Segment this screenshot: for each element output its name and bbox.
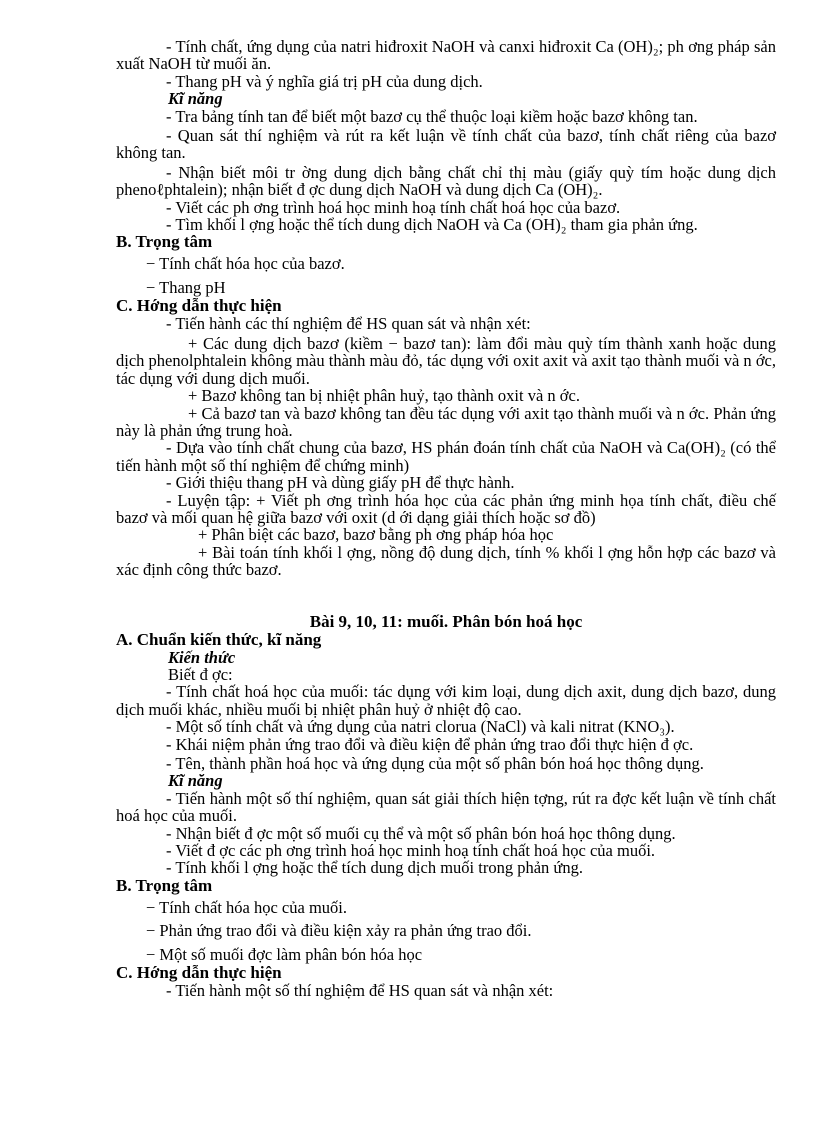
lesson-title: Bài 9, 10, 11: muối. Phân bón hoá học: [309, 611, 583, 631]
paragraph-knowledge: - Tên, thành phần hoá học và ứng dụng của một số phân bón hoá học thông dụng.: [166, 754, 704, 773]
paragraph-ph-scale: - Thang pH và ý nghĩa giá trị pH của dung dịch.: [166, 71, 483, 91]
paragraph-skill: - Nhận biết môi tr ờng dung dịch bằng chất chỉ thị màu (giấy quỳ tím hoặc dung dịch phenoℓphtalein); nhận biết đ ợc dung dịch NaOH và dung dịch Ca (OH)₂.: [116, 162, 776, 200]
paragraph-naoh-properties: - Tính chất, ứng dụng của natri hiđroxit NaOH và canxi hiđroxit Ca (OH)₂; ph ơng pháp sản xuất NaOH từ muối ăn.: [116, 37, 776, 74]
paragraph-knowledge: - Khái niệm phản ứng trao đổi và điều kiện để phản ứng trao đổi thực hiện đ ợc.: [166, 734, 694, 754]
paragraph-skill: - Viết các ph ơng trình hoá học minh hoạ tính chất hoá học của bazơ.: [166, 197, 621, 217]
paragraph-knowledge: - Tính chất hoá học của muối: tác dụng với kim loại, dung dịch axit, dung dịch bazơ, dung dịch muối khác, nhiều muối bị nhiệt phân huỷ ở nhiệt độ cao.: [116, 682, 776, 719]
subheading-knowledge: Kiến thức: [168, 647, 236, 667]
subheading-skills: Kĩ năng: [168, 771, 223, 791]
heading-standard: A. Chuẩn kiến thức, kĩ năng: [116, 629, 322, 649]
guide-item: + Phân biệt các bazơ, bazơ bằng ph ơng pháp hóa học: [198, 525, 554, 545]
paragraph-skill: - Nhận biết đ ợc một số muối cụ thể và một số phân bón hoá học thông dụng.: [166, 823, 676, 843]
paragraph-skill: - Viết đ ợc các ph ơng trình hoá học minh hoạ tính chất hoá học của muối.: [166, 841, 656, 861]
guide-intro: - Tiến hành các thí nghiệm để HS quan sát và nhận xét:: [166, 314, 531, 334]
guide-item: + Bài toán tính khối l ợng, nồng độ dung dịch, tính % khối l ợng hỗn hợp các bazơ và xác định công thức bazơ.: [116, 542, 776, 580]
guide-item: - Giới thiệu thang pH và dùng giấy pH để thực hành.: [166, 473, 515, 493]
subheading-skills: Kĩ năng: [168, 89, 223, 109]
paragraph-knowledge: - Một số tính chất và ứng dụng của natri clorua (NaCl) và kali nitrat (KNO₃).: [166, 717, 675, 737]
guide-item: - Dựa vào tính chất chung của bazơ, HS phán đoán tính chất của NaOH và Ca(OH)₂ (có thể tiến hành một số thí nghiệm để chứng minh): [116, 438, 776, 475]
focus-item: − Một số muối đợc làm phân bón hóa học: [146, 944, 423, 964]
heading-focus: B. Trọng tâm: [116, 232, 213, 252]
guide-item: - Luyện tập: + Viết ph ơng trình hóa học của các phản ứng minh họa tính chất, điều chế bazơ và mối quan hệ giữa bazơ với oxit (d ới dạng giải thích hoặc sơ đồ): [116, 490, 776, 527]
focus-item: − Phản ứng trao đổi và điều kiện xảy ra phản ứng trao đổi.: [146, 921, 532, 941]
paragraph-skill: - Tìm khối l ợng hoặc thể tích dung dịch NaOH và Ca (OH)₂ tham gia phản ứng.: [166, 215, 698, 235]
paragraph-skill: - Tra bảng tính tan để biết một bazơ cụ thể thuộc loại kiềm hoặc bazơ không tan.: [166, 106, 698, 126]
guide-item: + Bazơ không tan bị nhiệt phân huỷ, tạo thành oxit và n ớc.: [188, 386, 580, 406]
paragraph-skill: - Tính khối l ợng hoặc thể tích dung dịch muối trong phản ứng.: [166, 858, 583, 878]
focus-item: − Thang pH: [146, 277, 226, 297]
know-intro: Biết đ ợc:: [168, 664, 233, 684]
focus-item: − Tính chất hóa học của bazơ.: [146, 254, 345, 274]
heading-focus: B. Trọng tâm: [116, 875, 213, 895]
guide-item: + Các dung dịch bazơ (kiềm − bazơ tan): làm đổi màu quỳ tím thành xanh hoặc dung dịch phenolphtalein không màu thành màu đỏ, tác dụng với oxit axit và axit tạo thành muối và n ớc, tác dụng với dung dịch muối.: [116, 333, 776, 388]
paragraph-skill: - Tiến hành một số thí nghiệm, quan sát giải thích hiện tợng, rút ra đợc kết luận về tính chất hoá học của muối.: [116, 788, 776, 826]
heading-guidance: C. Hớng dẫn thực hiện: [116, 963, 282, 983]
guide-intro: - Tiến hành một số thí nghiệm để HS quan sát và nhận xét:: [166, 981, 554, 1001]
paragraph-skill: - Quan sát thí nghiệm và rút ra kết luận về tính chất của bazơ, tính chất riêng của bazơ không tan.: [116, 126, 776, 163]
guide-item: + Cả bazơ tan và bazơ không tan đều tác dụng với axit tạo thành muối và n ớc. Phản ứng này là phản ứng trung hoà.: [116, 403, 776, 440]
heading-guidance: C. Hớng dẫn thực hiện: [116, 296, 282, 316]
focus-item: − Tính chất hóa học của muối.: [146, 897, 347, 917]
